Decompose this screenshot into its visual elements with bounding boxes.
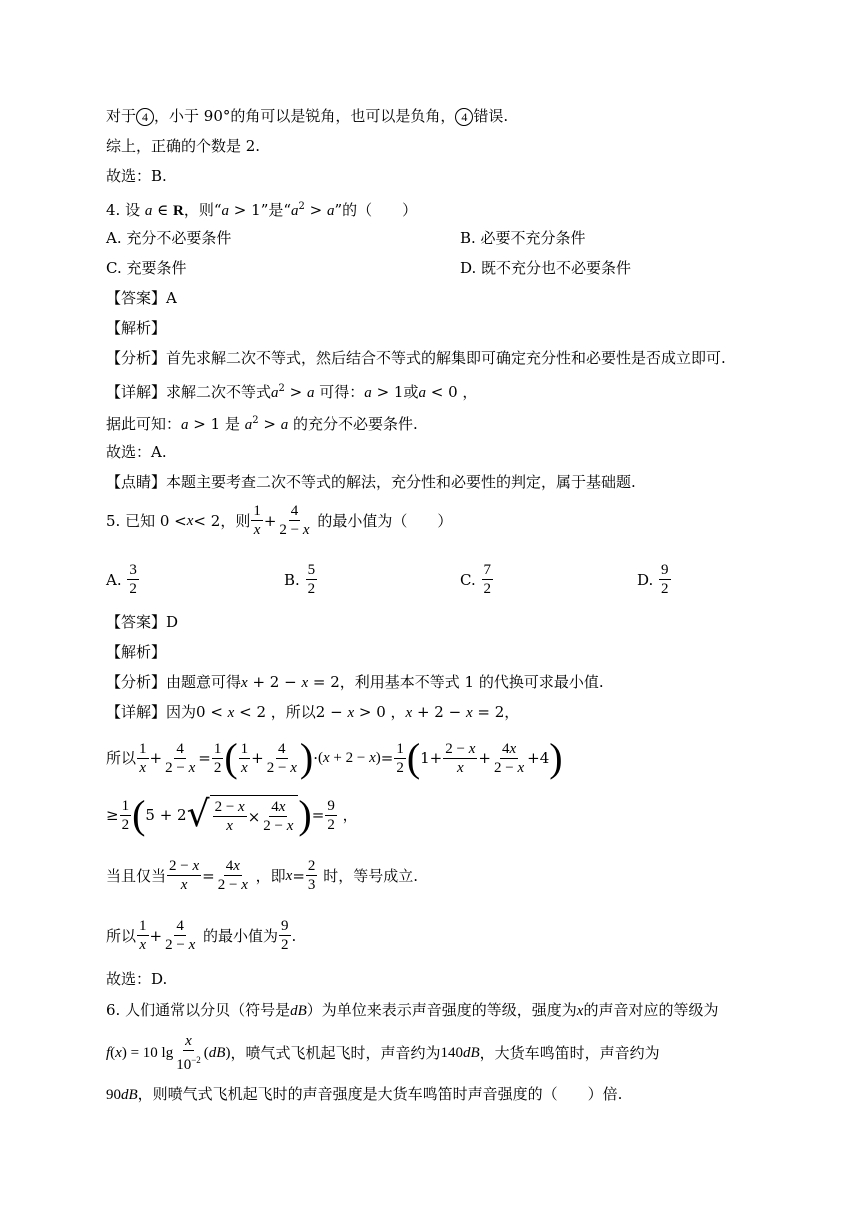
q5-select: 故选：D. [106, 970, 168, 988]
q4-analysis-heading: 【解析】 [106, 319, 167, 337]
q5-option-a: A. $\frac{3}{2}$ [106, 562, 137, 597]
q5-option-d: D. $\frac{9}{2}$ [637, 562, 669, 597]
q5-equation-1: 所以 $\frac{1}{x}$ + $\frac{4}{2 - x}$ = $\frac{1}{2}$ ( $\frac{1}{x}$ + $\frac{4}{2 - x}$ ) · (x + 2 − x) = $\frac{1}{2}$ ( 1+ $\frac{2 - x}{x}$ + $\frac{4x}{2 - x}$ +4 ) [106, 735, 563, 780]
q5-equation-2: ≥ $\frac{1}{2}$ ( 5 + 2 √ $\frac{2 - x}{x}$ × $\frac{4x}{2 - x}$ ) = $\frac{9}{2}$ ， [106, 792, 358, 837]
q4-answer: 【答案】A [106, 289, 177, 307]
circled-4-icon: 4 [455, 108, 473, 126]
q4-analysis: 【分析】首先求解二次不等式，然后结合不等式的解集即可确定充分性和必要性是否成立即可. [106, 349, 726, 367]
q5-analysis: 【分析】由题意可得x + 2 − x = 2，利用基本不等式 1 的代换可求最小值. [106, 673, 604, 691]
line-2: 综上，正确的个数是 2. [106, 137, 261, 155]
q6-stem-3: 90dB，则喷气式飞机起飞时的声音强度是大货车鸣笛时声音强度的（ ）倍. [106, 1085, 623, 1103]
q5-equality: 当且仅当 $\frac{2 - x}{x}$ = $\frac{4x}{2 - x}$ ，即 x = $\frac{2}{3}$ 时，等号成立. [106, 858, 418, 893]
q4-detail: 【详解】求解二次不等式$a^2 > a$ 可得：a > 1或a < 0 ， [106, 383, 478, 401]
q5-analysis-heading: 【解析】 [106, 643, 167, 661]
circled-4-icon: 4 [136, 108, 154, 126]
q5-answer: 【答案】D [106, 613, 179, 631]
q4-comment: 【点睛】本题主要考查二次不等式的解法，充分性和必要性的判定，属于基础题. [106, 473, 636, 491]
q5-stem: 5. 已知 0 < x < 2 ，则 $\frac{1}{x}$ + $\frac{4}{2 - x}$ 的最小值为（ ） [106, 503, 453, 538]
q5-detail: 【详解】因为0 < x < 2 ，所以2 − x > 0 ，x + 2 − x = 2， [106, 703, 520, 721]
q4-stem: 4. 设 a ∈ R，则“a > 1”是“$a^2 > a$”的（ ） [106, 201, 418, 219]
q4-option-c: C. 充要条件 [106, 259, 187, 277]
q5-option-b: B. $\frac{5}{2}$ [284, 562, 316, 597]
q4-option-d: D. 既不充分也不必要条件 [460, 259, 632, 277]
q6-stem-1: 6. 人们通常以分贝（符号是dB）为单位来表示声音强度的等级，强度为x的声音对应的等级为 [106, 1001, 719, 1019]
line-1: 对于 4 ，小于 90°的角可以是锐角，也可以是负角， 4 错误. [106, 107, 509, 125]
q5-min: 所以 $\frac{1}{x}$ + $\frac{4}{2 - x}$ 的最小值为 $\frac{9}{2}$ . [106, 918, 297, 953]
q4-select: 故选：A. [106, 443, 167, 461]
q4-conclusion: 据此可知：a > 1 是 $a^2 > a$ 的充分不必要条件. [106, 415, 418, 433]
line-3: 故选：B. [106, 167, 167, 185]
q4-option-a: A. 充分不必要条件 [106, 229, 232, 247]
q6-stem-2: f(x) = 10 lg $\frac{x}{10^{-2}}$ (dB) ，喷气式飞机起飞时，声音约为 140dB ，大货车鸣笛时，声音约为 [106, 1033, 660, 1073]
q4-option-b: B. 必要不充分条件 [460, 229, 586, 247]
q5-option-c: C. $\frac{7}{2}$ [460, 562, 491, 597]
